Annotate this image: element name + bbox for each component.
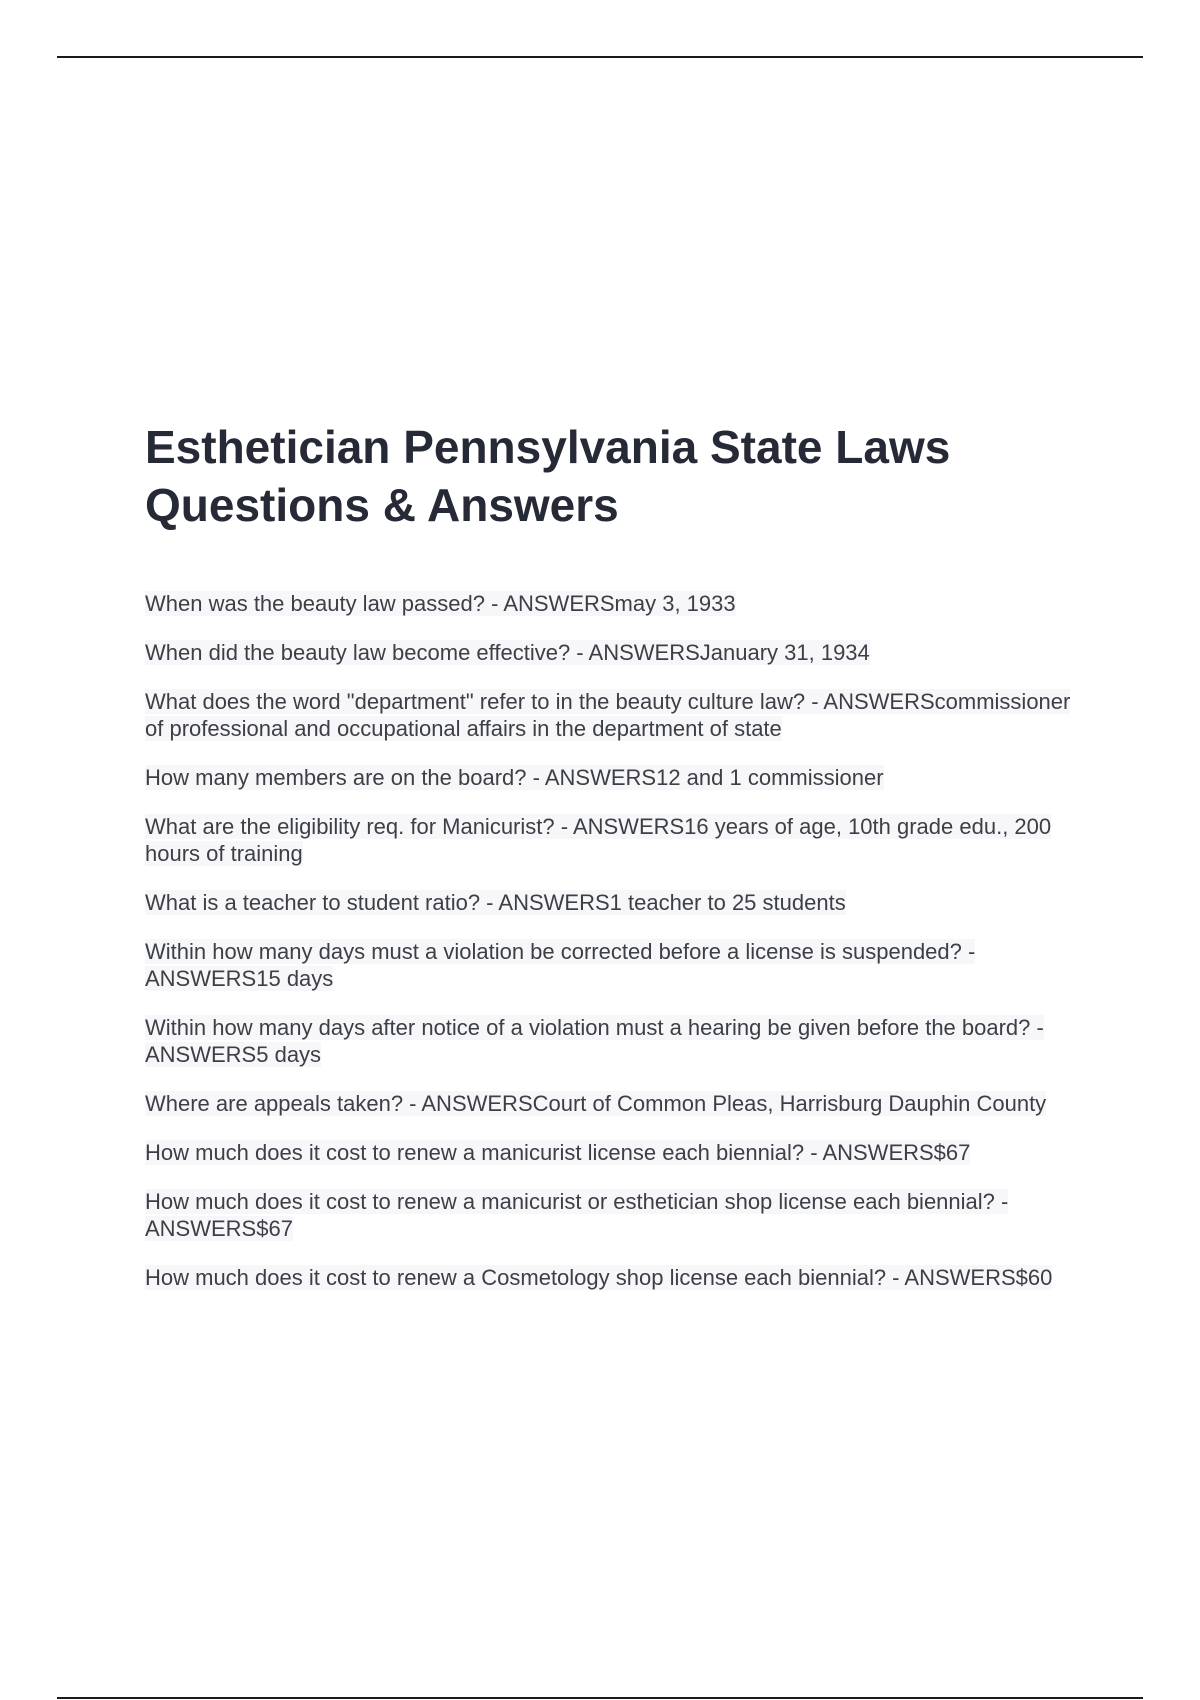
qa-text: How many members are on the board? - ANSWERS12 and 1 commissioner bbox=[145, 765, 884, 790]
qa-list bbox=[145, 590, 1090, 1291]
qa-text: When did the beauty law become effective? - ANSWERSJanuary 31, 1934 bbox=[145, 640, 870, 665]
qa-item bbox=[145, 889, 1090, 916]
qa-item bbox=[145, 590, 1090, 617]
qa-item bbox=[145, 1090, 1090, 1117]
qa-text: What are the eligibility req. for Manicurist? - ANSWERS16 years of age, 10th grade edu., 200 hours of training bbox=[145, 814, 1052, 866]
qa-item bbox=[145, 938, 1090, 992]
qa-item bbox=[145, 764, 1090, 791]
qa-text: Where are appeals taken? - ANSWERSCourt of Common Pleas, Harrisburg Dauphin County bbox=[145, 1091, 1047, 1116]
qa-text: How much does it cost to renew a manicurist or esthetician shop license each biennial? - ANSWERS$67 bbox=[145, 1189, 1009, 1241]
qa-text: What does the word "department" refer to in the beauty culture law? - ANSWERScommissioner of professional and occupational affairs in the department of state bbox=[145, 689, 1071, 741]
qa-text: How much does it cost to renew a manicurist license each biennial? - ANSWERS$67 bbox=[145, 1140, 971, 1165]
document-body bbox=[145, 418, 1090, 1313]
bottom-divider bbox=[57, 1697, 1143, 1699]
top-divider bbox=[57, 56, 1143, 58]
qa-text: How much does it cost to renew a Cosmetology shop license each biennial? - ANSWERS$60 bbox=[145, 1265, 1053, 1290]
qa-text: Within how many days must a violation be corrected before a license is suspended? - ANSWERS15 days bbox=[145, 939, 976, 991]
qa-text: When was the beauty law passed? - ANSWERSmay 3, 1933 bbox=[145, 591, 736, 616]
page-title: Esthetician Pennsylvania State Laws Questions & Answers bbox=[145, 421, 951, 531]
qa-item bbox=[145, 813, 1090, 867]
qa-item bbox=[145, 639, 1090, 666]
qa-item bbox=[145, 688, 1090, 742]
qa-text: Within how many days after notice of a violation must a hearing be given before the board? - ANSWERS5 days bbox=[145, 1015, 1044, 1067]
qa-item bbox=[145, 1188, 1090, 1242]
qa-item bbox=[145, 1264, 1090, 1291]
qa-item bbox=[145, 1014, 1090, 1068]
qa-text: What is a teacher to student ratio? - ANSWERS1 teacher to 25 students bbox=[145, 890, 846, 915]
qa-item bbox=[145, 1139, 1090, 1166]
